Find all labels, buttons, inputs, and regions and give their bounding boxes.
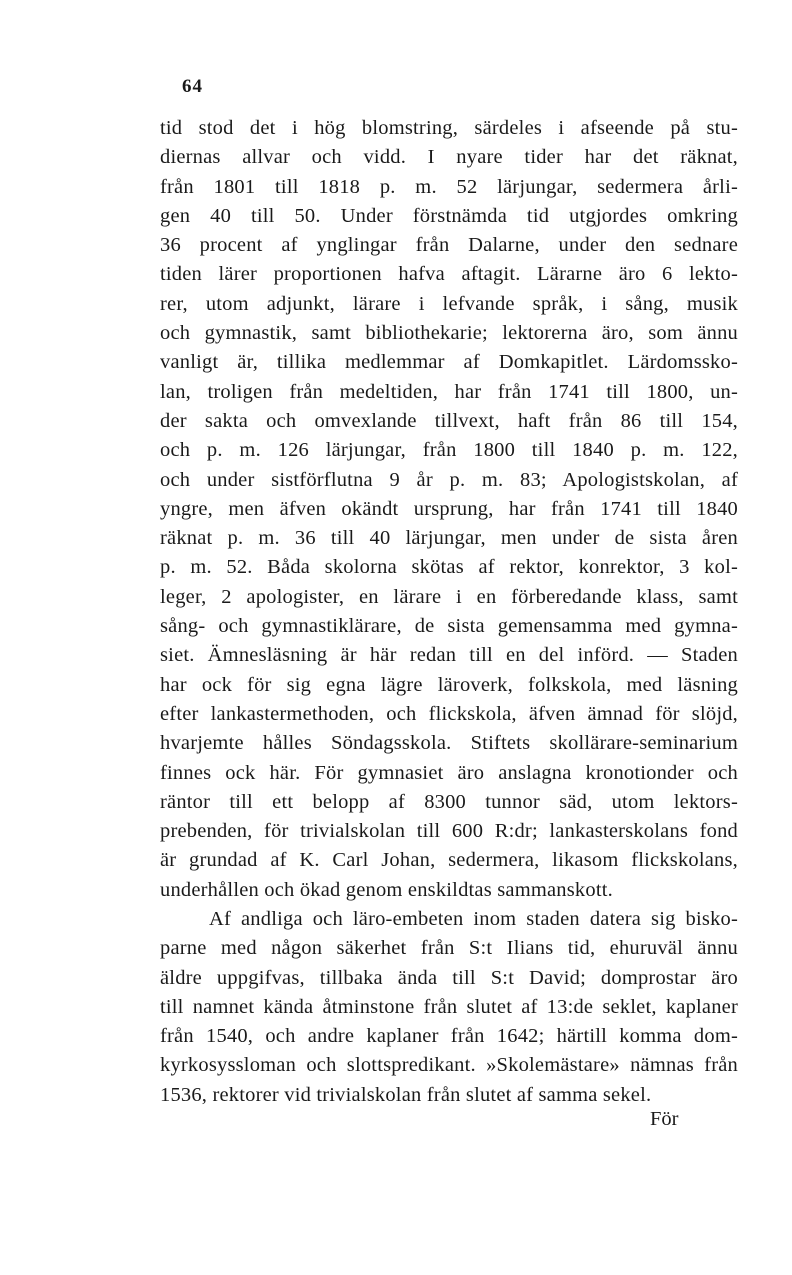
text-line: räntor till ett belopp af 8300 tunnor säd, utom lektors-: [160, 790, 738, 813]
text-line: parne med någon säkerhet från S:t Ilians tid, ehuruväl ännu: [160, 937, 738, 960]
text-line: tid stod det i hög blomstring, särdeles i afseende på stu-: [160, 117, 738, 139]
text-line: kyrkosyssloman och slottspredikant. »Skolemästare» nämnas från: [160, 1054, 738, 1077]
text-line: rer, utom adjunkt, lärare i lefvande språk, i sång, musik: [160, 292, 738, 315]
text-line: efter lankastermethoden, och flickskola, äfven ämnad för slöjd,: [160, 702, 738, 725]
text-line: diernas allvar och vidd. I nyare tider har det räknat,: [160, 146, 738, 169]
text-line: 1536, rektorer vid trivialskolan från slutet af samma sekel.: [160, 1083, 652, 1106]
text-line: p. m. 52. Båda skolorna skötas af rektor, konrektor, 3 kol-: [160, 556, 738, 579]
page-number: 64: [182, 76, 203, 97]
text-line: och gymnastik, samt bibliothekarie; lektorerna äro, som ännu: [160, 322, 738, 345]
text-line: sång- och gymnastiklärare, de sista gemensamma med gymna-: [160, 615, 738, 638]
text-line: från 1540, och andre kaplaner från 1642; härtill komma dom-: [160, 1025, 738, 1048]
text-line: underhållen och ökad genom enskildtas sammanskott.: [160, 878, 613, 901]
text-line: och p. m. 126 lärjungar, från 1800 till 1840 p. m. 122,: [160, 439, 738, 462]
text-line: hvarjemte hålles Söndagsskola. Stiftets skollärare-seminarium: [160, 732, 738, 755]
text-line: har ock för sig egna lägre läroverk, folkskola, med läsning: [160, 673, 738, 696]
text-line: Af andliga och läro-embeten inom staden datera sig bisko-: [209, 908, 738, 930]
text-line: och under sistförflutna 9 år p. m. 83; Apologistskolan, af: [160, 468, 738, 491]
text-line: finnes ock här. För gymnasiet äro anslagna kronotionder och: [160, 761, 738, 784]
text-line: från 1801 till 1818 p. m. 52 lärjungar, sedermera årli-: [160, 175, 738, 198]
text-line: der sakta och omvexlande tillvext, haft från 86 till 154,: [160, 409, 738, 432]
text-line: tiden lärer proportionen hafva aftagit. Lärarne äro 6 lekto-: [160, 263, 738, 286]
text-line: gen 40 till 50. Under förstnämda tid utgjordes omkring: [160, 204, 738, 227]
text-line: prebenden, för trivialskolan till 600 R:dr; lankasterskolans fond: [160, 820, 738, 843]
text-line: leger, 2 apologister, en lärare i en förberedande klass, samt: [160, 585, 738, 608]
text-line: siet. Ämnesläsning är här redan till en del införd. — Staden: [160, 644, 738, 667]
text-line: 36 procent af ynglingar från Dalarne, under den sednare: [160, 234, 738, 257]
text-line: är grundad af K. Carl Johan, sedermera, likasom flickskolans,: [160, 849, 738, 872]
text-line: äldre uppgifvas, tillbaka ända till S:t David; domprostar äro: [160, 966, 738, 989]
text-line: till namnet kända åtminstone från slutet af 13:de seklet, kaplaner: [160, 995, 738, 1018]
catchword: För: [650, 1108, 679, 1130]
text-line: vanligt är, tillika medlemmar af Domkapitlet. Lärdomssko-: [160, 351, 738, 374]
text-line: räknat p. m. 36 till 40 lärjungar, men under de sista åren: [160, 527, 738, 550]
text-line: lan, troligen från medeltiden, har från 1741 till 1800, un-: [160, 380, 738, 403]
text-line: yngre, men äfven okändt ursprung, har från 1741 till 1840: [160, 497, 738, 520]
paragraph-1: [160, 114, 738, 905]
paragraph-2: [160, 905, 738, 1110]
